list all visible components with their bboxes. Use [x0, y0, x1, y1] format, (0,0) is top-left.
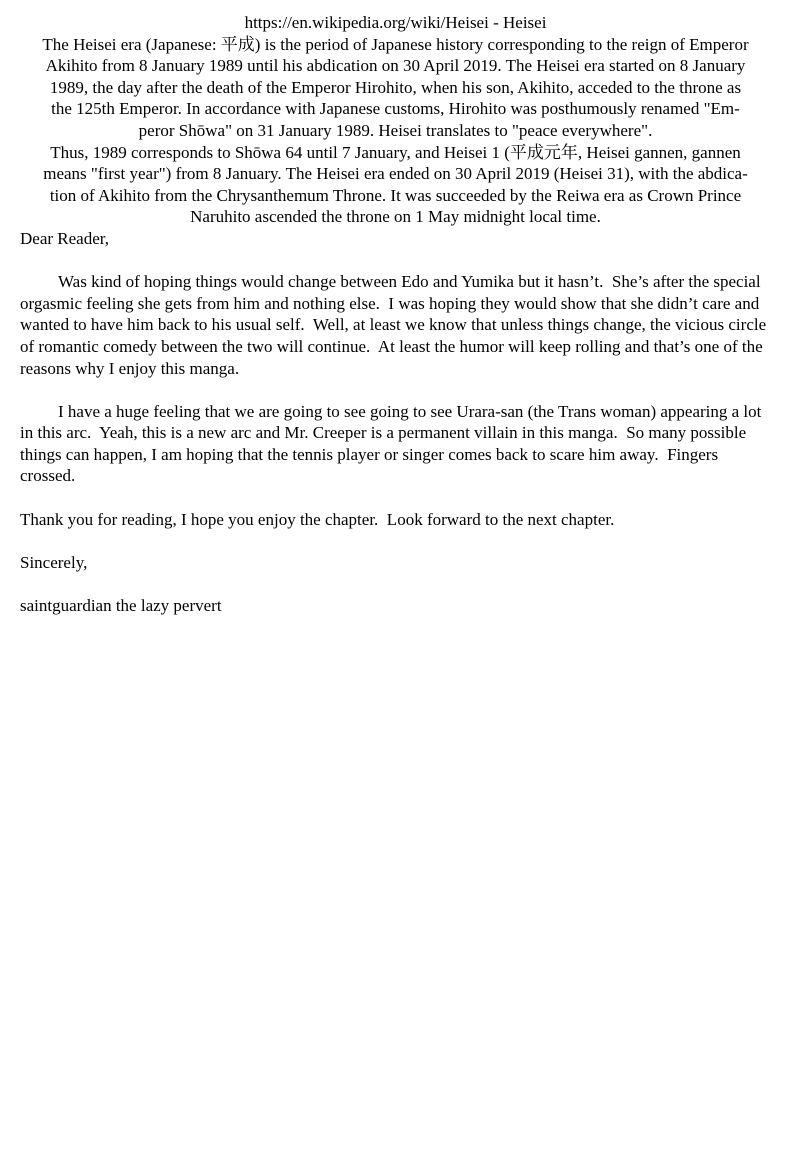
closing-line: Thank you for reading, I hope you enjoy the chapter. Look forward to the next chapter. — [20, 509, 615, 529]
signature: saintguardian the lazy pervert — [20, 596, 222, 616]
letter-paragraph-1: Was kind of hoping things would change between Edo and Yumika but it hasn’t. She’s after the special orgasmic feeling she gets from him and nothing else. I was hoping they would show that she didn’t care and wanted to have him back to his usual self. Well, at least we know that unless things change, the vicious circle of romantic comedy between the two will continue. At least the humor will keep rolling and that’s one of the reasons why I enjoy this manga. — [20, 272, 771, 378]
text-line: means "first year") from 8 January. The Heisei era ended on 30 April 2019 (Heisei 31), with the abdica- — [43, 164, 748, 184]
text-line: The Heisei era (Japanese: 平成) is the period of Japanese history corresponding to the reign of Emperor — [42, 34, 749, 54]
wiki-excerpt-block — [20, 12, 771, 228]
author-letter — [20, 228, 771, 617]
wiki-paragraph-2 — [20, 142, 771, 228]
text-line: Akihito from 8 January 1989 until his abdication on 30 April 2019. The Heisei era started on 8 January — [45, 56, 746, 76]
text-line: Thus, 1989 corresponds to Shōwa 64 until 7 January, and Heisei 1 (平成元年, Heisei gannen, gannen — [50, 142, 741, 162]
text-line: the 125th Emperor. In accordance with Japanese customs, Hirohito was posthumously renamed "Em- — [51, 99, 740, 119]
letter-paragraph-2: I have a huge feeling that we are going to see going to see Urara-san (the Trans woman) appearing a lot in this arc. Yeah, this is a new arc and Mr. Creeper is a permanent villain in this manga. So many possible things can happen, I am hoping that the tennis player or singer comes back to scare him away. Fingers crossed. — [20, 401, 766, 486]
text-line: 1989, the day after the death of the Emperor Hirohito, when his son, Akihito, acceded to the throne as — [49, 77, 742, 97]
salutation: Dear Reader, — [20, 228, 109, 248]
text-line: Naruhito ascended the throne on 1 May midnight local time. — [190, 207, 601, 227]
signoff: Sincerely, — [20, 552, 88, 572]
source-url-heading: https://en.wikipedia.org/wiki/Heisei - Heisei — [244, 13, 547, 32]
text-line: peror Shōwa" on 31 January 1989. Heisei translates to "peace everywhere". — [138, 120, 653, 140]
text-line: tion of Akihito from the Chrysanthemum Throne. It was succeeded by the Reiwa era as Crown Prince — [49, 185, 742, 205]
wiki-paragraph-1 — [20, 34, 771, 142]
